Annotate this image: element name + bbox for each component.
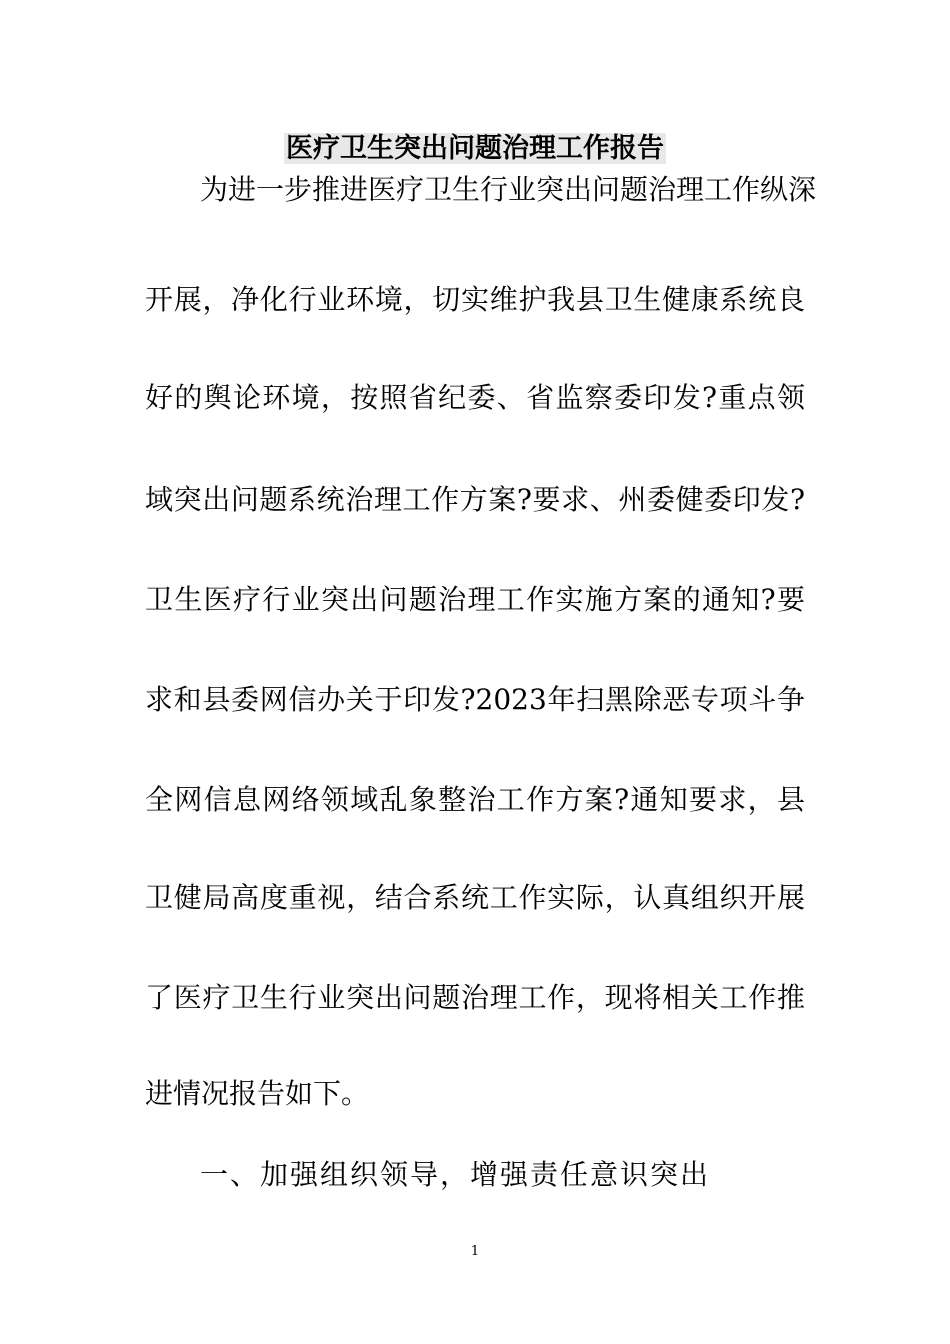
document-title-text: 医疗卫生突出问题治理工作报告	[286, 133, 664, 164]
paragraph-line-9: 了医疗卫生行业突出问题治理工作，现将相关工作推	[145, 981, 805, 1014]
paragraph-line-8: 卫健局高度重视，结合系统工作实际，认真组织开展	[145, 881, 805, 914]
paragraph-line-3: 好的舆论环境，按照省纪委、省监察委印发?重点领	[145, 381, 805, 414]
paragraph-line-2: 开展，净化行业环境，切实维护我县卫生健康系统良	[145, 283, 805, 316]
section-heading-1: 一、加强组织领导，增强责任意识突出	[200, 1158, 711, 1191]
paragraph-line-1: 为进一步推进医疗卫生行业突出问题治理工作纵深	[200, 173, 817, 206]
page-number: 1	[470, 1244, 480, 1259]
paragraph-line-5: 卫生医疗行业突出问题治理工作实施方案的通知?要	[145, 583, 805, 616]
paragraph-line-7: 全网信息网络领域乱象整治工作方案?通知要求，县	[145, 783, 805, 816]
paragraph-line-10: 进情况报告如下。	[145, 1077, 370, 1110]
paragraph-line-6: 求和县委网信办关于印发?2023年扫黑除恶专项斗争	[145, 683, 805, 716]
document-title	[0, 128, 950, 170]
paragraph-line-4: 域突出问题系统治理工作方案?要求、州委健委印发?	[145, 483, 805, 516]
